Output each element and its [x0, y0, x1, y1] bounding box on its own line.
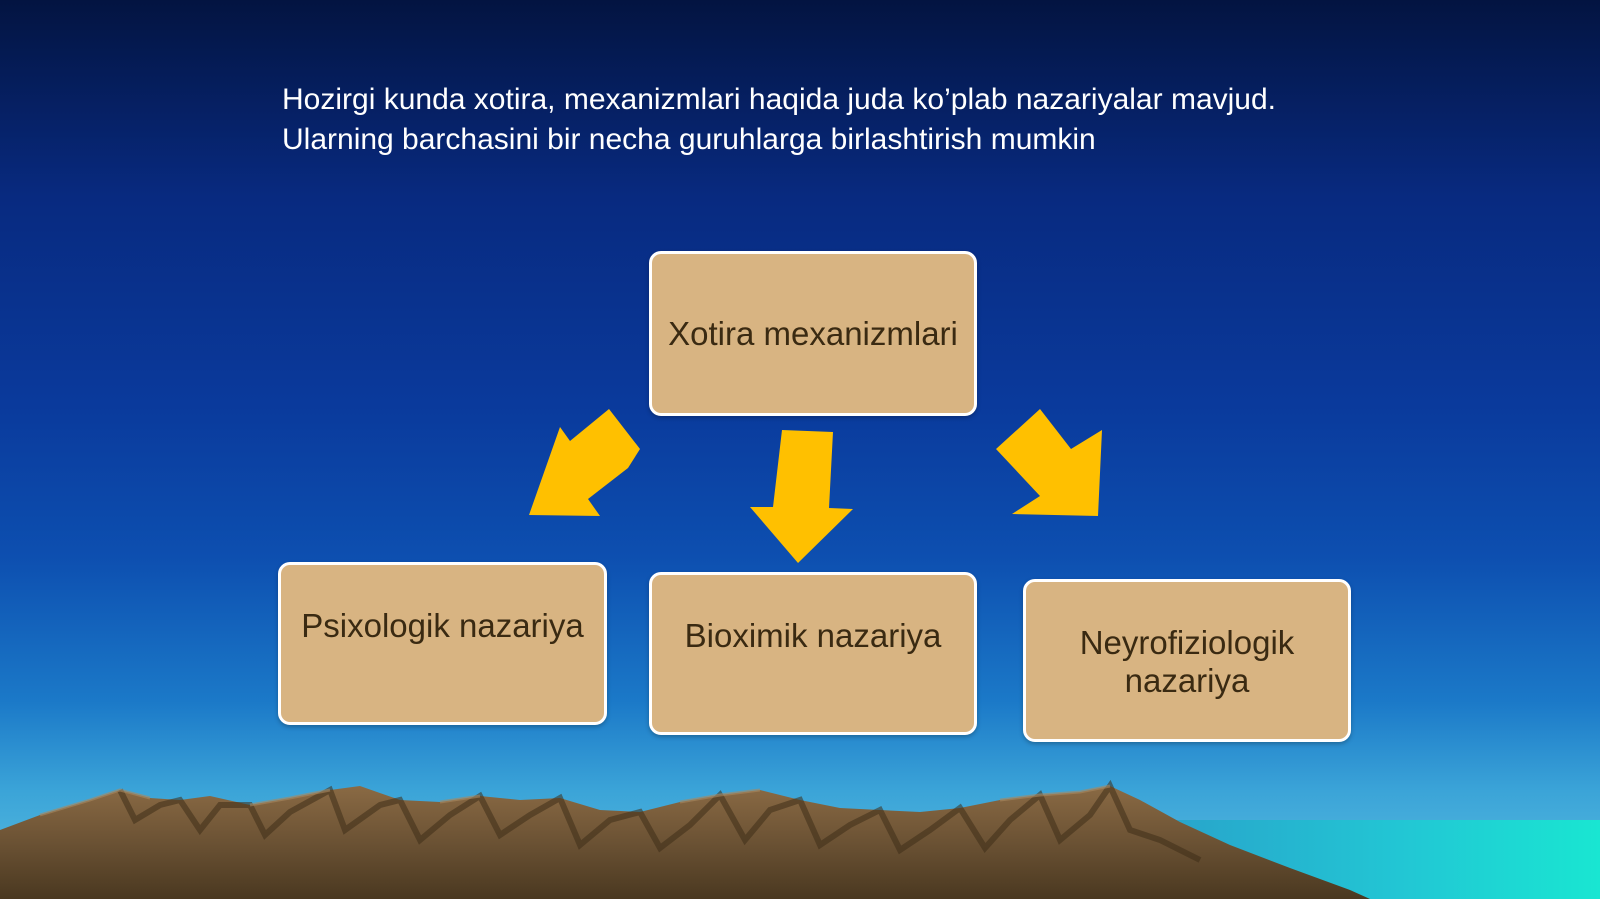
root-node-box	[649, 251, 977, 416]
intro-paragraph: Hozirgi kunda xotira, mexanizmlari haqida juda ko’plab nazariyalar mavjud. Ularning barchasini bir necha guruhlarga birlashtirish mumkin	[282, 83, 1276, 156]
root-node-label: Xotira mexanizmlari	[668, 314, 958, 352]
child-node-label: Psixologik nazariya	[301, 607, 584, 644]
child-node-label: Neyrofiziologik nazariya	[1079, 624, 1295, 699]
child-node-label: Bioximik nazariya	[684, 617, 942, 654]
child-node-psixologik	[278, 562, 607, 725]
child-node-neyrofiziologik	[1023, 579, 1351, 742]
child-node-bioximik	[649, 572, 977, 735]
